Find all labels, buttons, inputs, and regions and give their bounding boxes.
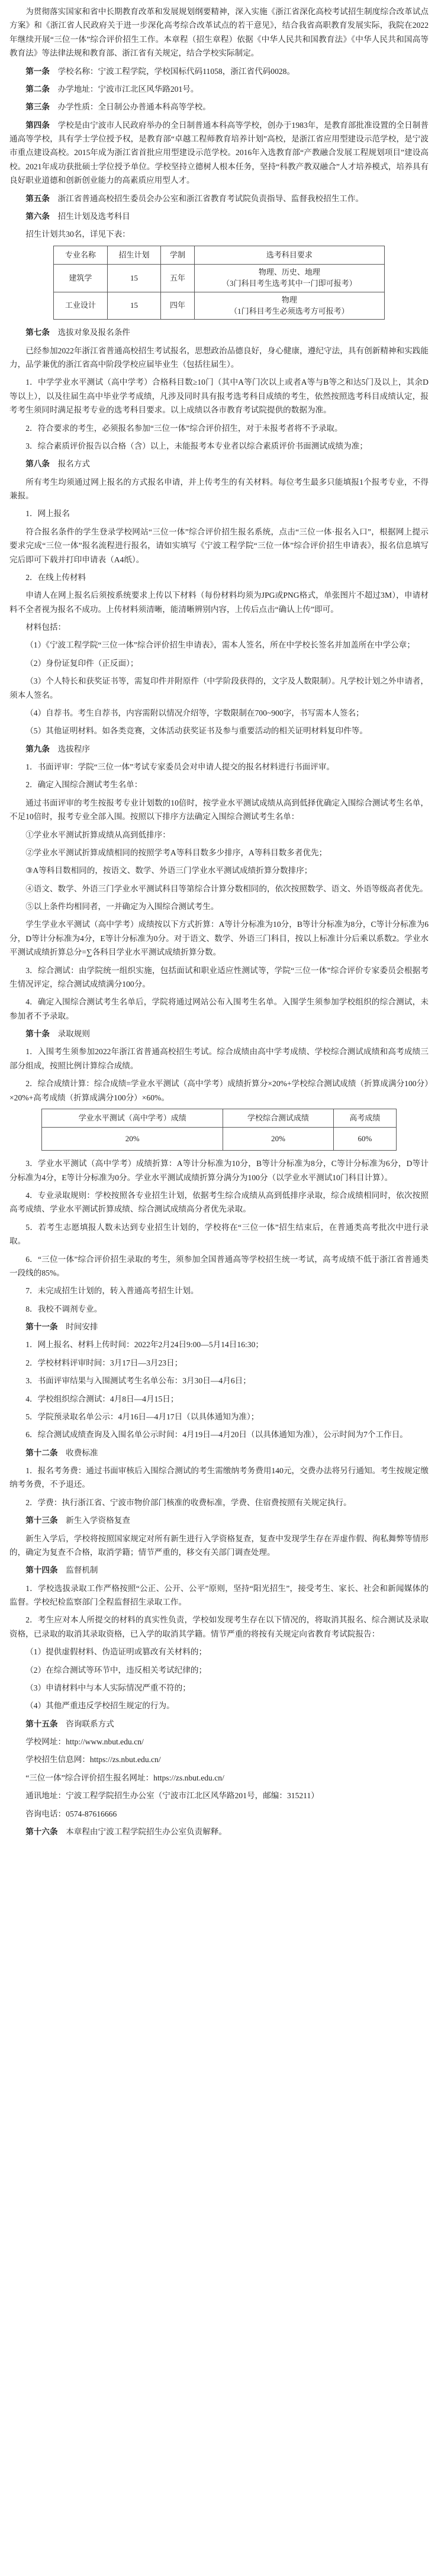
weight-cell: 60% bbox=[333, 1128, 396, 1151]
paragraph bbox=[9, 656, 429, 670]
paragraph bbox=[9, 1753, 429, 1766]
paragraph bbox=[9, 1252, 429, 1280]
paragraph bbox=[9, 588, 429, 616]
article-number: 第十三条 bbox=[25, 1516, 58, 1525]
paragraph bbox=[9, 1645, 429, 1659]
paragraph bbox=[9, 846, 429, 859]
paragraph-text: 6．“三位一体”综合评价招生录取的考生，须参加全国普通高等学校招生统一考试，高考成绩不低于浙江省普通类一段线的85%。 bbox=[9, 1254, 429, 1277]
paragraph-text: 1．报名考务费：通过书面审核后入围综合测试的考生需缴纳考务费用140元，交费办法将另行通知。考生按规定缴纳考务费，不予退还。 bbox=[9, 1466, 429, 1489]
paragraph-text: 1．网上报名 bbox=[25, 509, 70, 519]
table-row bbox=[54, 264, 385, 292]
subjects-line: 物理 bbox=[281, 295, 297, 304]
article-number: 第十条 bbox=[25, 1029, 50, 1039]
paragraph bbox=[9, 1077, 429, 1105]
paragraph bbox=[9, 964, 429, 991]
paragraph bbox=[9, 1410, 429, 1424]
article-paragraph bbox=[9, 457, 429, 471]
article-number: 第四条 bbox=[25, 120, 50, 130]
paragraph-text: 1．入围考生须参加2022年浙江省普通高校招生考试。综合成绩由高中学考成绩、学校综合测试成绩和高考成绩三部分组成，按照比例计算综合成绩。 bbox=[9, 1047, 429, 1070]
paragraph-text: 通讯地址：宁波工程学院招生办公室（宁波市江北区风华路201号，邮编：315211） bbox=[25, 1791, 319, 1801]
paragraph bbox=[9, 1496, 429, 1509]
paragraph-text: （1）《宁波工程学院“三位一体”综合评价招生申请表》，需本人签名，所在中学校长签名并加盖所在中学公章； bbox=[25, 640, 415, 650]
table-header-cell: 高考成绩 bbox=[333, 1109, 396, 1127]
paragraph bbox=[9, 828, 429, 842]
paragraph bbox=[9, 760, 429, 774]
paragraph-text: 学校是由宁波市人民政府举办的全日制普通本科高等学校，创办于1983年，是教育部批准设置的全日制普通高等学校，具有学士学位授予权，是教育部“卓越工程师教育培养计划”高校，是浙江省应用型建设示范学校，是宁波市重点建设高校。2015年成为浙江省首批应用型建设示范学校。2016年入选教育部“产教融合发展工程规划项目”建设高校。2021年成功获批硕士学位授予单位。学校坚持立德树人根本任务，坚持“科教产教双融合”人才培养模式，培养具有良好职业道德和创新创业能力的高素质应用型人才。 bbox=[9, 120, 429, 185]
article-paragraph bbox=[9, 65, 429, 78]
article-paragraph bbox=[9, 1446, 429, 1460]
paragraph bbox=[9, 706, 429, 720]
article-number: 第三条 bbox=[25, 102, 50, 112]
paragraph-text: ④语文、数学、外语三门学业水平测试科目等第综合计算分数相同的，依次按照数学、语文、外语等级高者优先。 bbox=[25, 884, 428, 893]
weights-table bbox=[41, 1109, 397, 1151]
article-paragraph bbox=[9, 1320, 429, 1334]
article-paragraph bbox=[9, 82, 429, 96]
paragraph-text: 学校名称：宁波工程学院，学校国标代码11058，浙江省代码0028。 bbox=[57, 66, 295, 76]
paragraph bbox=[9, 1735, 429, 1749]
paragraph-text: 学校网址：http://www.nbut.edu.cn/ bbox=[25, 1737, 144, 1747]
paragraph bbox=[9, 227, 429, 241]
paragraph bbox=[9, 917, 429, 959]
paragraph-text: 5．学院预录取名单公示：4月16日—4月17日（以具体通知为准）； bbox=[25, 1412, 259, 1421]
paragraph-text: 监督机制 bbox=[66, 1566, 98, 1575]
paragraph-text: 1．书面评审：学院“三位一体”考试专家委员会对申请人提交的报名材料进行书面评审。 bbox=[25, 762, 335, 772]
paragraph-text: 1．学校选拔录取工作严格按照“公正、公开、公平”原则，坚持“阳光招生”，接受考生、家长、社会和新闻媒体的监督。学校纪检监察部门全程监督招生录取工作。 bbox=[9, 1583, 429, 1607]
paragraph bbox=[9, 796, 429, 824]
paragraph-text: 通过书面评审的考生按报考专业计划数的10倍时，按学业水平测试成绩从高到低择优确定入围综合测试考生名单，不足10倍时，报考专业全部入围。按照以下排序方法确定入围综合测试考生名单： bbox=[9, 798, 429, 822]
subjects-note: （1门科目考生必须选考方可报考） bbox=[230, 306, 349, 315]
paragraph-text: 8．我校不调剂专业。 bbox=[25, 1304, 102, 1313]
paragraph bbox=[9, 620, 429, 634]
paragraph-text: 新生入学资格复查 bbox=[66, 1516, 130, 1525]
paragraph-text: 报名方式 bbox=[57, 459, 90, 469]
paragraph-text: 3．综合素质评价报告以合格（含）以上，未能报考本专业者以综合素质评价书面测试成绩为准； bbox=[25, 441, 368, 450]
paragraph-text: 2．确定入围综合测试考生名单： bbox=[25, 780, 143, 790]
article-number: 第十一条 bbox=[25, 1322, 58, 1332]
paragraph bbox=[9, 344, 429, 372]
article-number: 第十六条 bbox=[25, 1827, 58, 1836]
paragraph bbox=[9, 1663, 429, 1677]
paragraph-text: 2．符合要求的考生，必须报名参加“三位一体”综合评价招生，对于未报考者将不予录取。 bbox=[25, 423, 343, 433]
paragraph-text: 5．若考生志愿填报人数未达到专业招生计划的，学校将在“三位一体”招生结束后，在普通类高考批次中进行录取。 bbox=[9, 1222, 429, 1246]
paragraph bbox=[9, 1189, 429, 1216]
paragraph-text: “三位一体”综合评价招生报名网址：https://zs.nbut.edu.cn/ bbox=[25, 1773, 224, 1782]
paragraph bbox=[9, 882, 429, 896]
subjects-cell bbox=[194, 292, 384, 320]
paragraph-text: 办学性质：全日制公办普通本科高等学校。 bbox=[57, 102, 211, 112]
paragraph bbox=[9, 638, 429, 652]
table-row bbox=[54, 292, 385, 320]
years-cell: 五年 bbox=[161, 264, 195, 292]
paragraph bbox=[9, 1428, 429, 1441]
paragraph bbox=[9, 5, 429, 60]
paragraph bbox=[9, 1221, 429, 1248]
paragraph-text: 本章程由宁波工程学院招生办公室负责解释。 bbox=[66, 1827, 227, 1836]
article-paragraph bbox=[9, 210, 429, 223]
paragraph bbox=[9, 1613, 429, 1641]
article-number: 第九条 bbox=[25, 744, 50, 754]
article-number: 第十四条 bbox=[25, 1566, 58, 1575]
paragraph bbox=[9, 864, 429, 877]
paragraph-text: ①学业水平测试折算成绩从高到低排序： bbox=[25, 830, 170, 839]
paragraph bbox=[9, 507, 429, 520]
paragraph-text: 选拔程序 bbox=[57, 744, 90, 754]
article-number: 第二条 bbox=[25, 84, 50, 94]
table-header-cell: 选考科目要求 bbox=[194, 246, 384, 264]
paragraph-text: 4．专业录取规则：学校按照各专业招生计划，依据考生综合成绩从高到低排序录取，综合成绩相同时，依次按照高考成绩、学业水平测试折算成绩、综合测试成绩高分者优先录取。 bbox=[9, 1191, 429, 1214]
paragraph-text: （5）其他证明材料。如各类竞赛，文体活动获奖证书及参与重要活动的相关证明材料复印件等。 bbox=[25, 726, 368, 736]
paragraph-text: 2．在线上传材料 bbox=[25, 572, 86, 582]
article-number: 第十五条 bbox=[25, 1719, 58, 1728]
weight-cell: 20% bbox=[223, 1128, 333, 1151]
paragraph bbox=[9, 1338, 429, 1351]
paragraph bbox=[9, 900, 429, 913]
paragraph-text: ⑤以上条件均相同者，一并确定为入围综合测试考生。 bbox=[25, 902, 219, 912]
paragraph-text: 3．学业水平测试（高中学考）成绩折算：A等计分标准为10分，B等计分标准为8分，C等计分标准为6分，D等计分标准为4分，E等计分标准为0分。学业水平测试成绩折算分满分为100分（以学业水平测试10门科目计算）。 bbox=[9, 1159, 429, 1182]
paragraph-text: 3．书面评审结果与入围测试考生名单公布：3月30日—4月6日； bbox=[25, 1376, 251, 1386]
article-paragraph bbox=[9, 1027, 429, 1041]
paragraph-text: 办学地址：宁波市江北区风华路201号。 bbox=[57, 84, 199, 94]
paragraph-text: 7．未完成招生计划的，转入普通高考招生计划。 bbox=[25, 1286, 199, 1296]
paragraph-text: 2．考生应对本人所提交的材料的真实性负责，学校如发现考生存在以下情况的，将取消其报名、综合测试及录取资格，已录取的取消其录取资格，已入学的取消其学籍。情节严重的将按有关规定向省教育考试院报告： bbox=[9, 1615, 429, 1638]
paragraph-text: 2．学费：执行浙江省、宁波市物价部门核准的收费标准，学费、住宿费按照有关规定执行。 bbox=[25, 1498, 352, 1507]
paragraph bbox=[9, 995, 429, 1023]
paragraph bbox=[9, 1699, 429, 1712]
paragraph-text: 4．确定入围综合测试考生名单后，学院将通过网站公布入围考生名单。入围学生须参加学校组织的综合测试，未参加者不予录取。 bbox=[9, 997, 429, 1020]
paragraph-text: ③A等科目数相同的，按语文、数学、外语三门学业水平测试成绩折算分数排序； bbox=[25, 866, 313, 875]
paragraph bbox=[9, 778, 429, 791]
paragraph-text: 为贯彻落实国家和省中长期教育改革和发展规划纲要精神，深入实施《浙江省深化高校考试招生制度综合改革试点方案》和《浙江省人民政府关于进一步深化高考综合改革试点的若干意见》，结合我省高职教育发展实际，我院在2022年继续开展“三位一体”综合评价招生工作。本章程（招生章程）依据《中华人民共和国教育法》《中华人民共和国高等教育法》等法律法规和教育部、浙江省有关规定，结合学校实际制定。 bbox=[9, 7, 429, 58]
plan-cell: 15 bbox=[107, 264, 161, 292]
paragraph bbox=[9, 1284, 429, 1297]
paragraph bbox=[9, 1532, 429, 1560]
paragraph-text: 咨询联系方式 bbox=[66, 1719, 114, 1728]
plan-cell: 15 bbox=[107, 292, 161, 320]
paragraph-text: 已经参加2022年浙江省普通高校招生考试报名，思想政治品德良好，身心健康，遵纪守法，具有创新精神和实践能力，品学兼优的浙江省高中阶段学校应届毕业生（包括往届生）。 bbox=[9, 346, 429, 369]
paragraph bbox=[9, 724, 429, 738]
paragraph-text: 招生计划共30名，详见下表： bbox=[25, 230, 130, 239]
article-paragraph bbox=[9, 192, 429, 205]
article-number: 第七条 bbox=[25, 328, 50, 337]
paragraph-text: 收费标准 bbox=[66, 1448, 98, 1457]
paragraph-text: 学生学业水平测试（高中学考）成绩按以下方式折算：A等计分标准为10分，B等计分标准为8分，C等计分标准为6分，D等计分标准为4分，E等计分标准为0分。对于语文、数学、外语三门科目，按以上标准计分后乘以系数2。学业水平测试成绩折算总分=∑各科目学业水平测试成绩折算分数。 bbox=[9, 920, 429, 957]
article-paragraph bbox=[9, 1825, 429, 1838]
paragraph-text: 所有考生均须通过网上报名的方式报名申请，并上传考生的有关材料。每位考生最多只能填报1个报考专业，不得兼报。 bbox=[9, 477, 429, 501]
paragraph-text: 时间安排 bbox=[66, 1322, 98, 1332]
paragraph-text: 4．学校组织综合测试：4月8日—4月15日； bbox=[25, 1394, 179, 1403]
subjects-note: （3门科目考生选考其中一门即可报考） bbox=[222, 278, 357, 288]
years-cell: 四年 bbox=[161, 292, 195, 320]
paragraph-text: 浙江省普通高校招生委员会办公室和浙江省教育考试院负责指导、监督我校招生工作。 bbox=[57, 194, 364, 203]
paragraph-text: 1．中学学业水平测试（高中学考）合格科目数≥10门（其中A等门次以上或者A等与B等之和达5门及以上，其余D等以上），以及往届生高中毕业学考成绩，凡涉及同时具有报考选考科目成绩的考生，依然按照选考科目成绩认定，报考考生须同时满足报考专业的选考科目要求。以上成绩以各市教育考试院提供的数据为准。 bbox=[9, 378, 429, 415]
paragraph-text: 符合报名条件的学生登录学校网站“三位一体”综合评价招生报名系统，点击“三位一体·报名入口”，根据网上提示要求完成“三位一体”报名流程进行报名，请如实填写《宁波工程学院“三位一体”综合评价招生申请表》，报名信息填写完后即可下载并打印申请表（A4纸）。 bbox=[9, 527, 429, 564]
paragraph-text: 6．综合测试成绩查询及入围名单公示时间：4月19日—4月20日（以具体通知为准），公示时间为7个工作日。 bbox=[25, 1430, 408, 1440]
article-number: 第六条 bbox=[25, 211, 50, 221]
table-header-cell: 学业水平测试（高中学考）成绩 bbox=[42, 1109, 223, 1127]
paragraph-text: （2）身份证复印件（正反面）； bbox=[25, 658, 139, 668]
table-header-cell: 专业名称 bbox=[54, 246, 108, 264]
table-header-cell: 招生计划 bbox=[107, 246, 161, 264]
paragraph-text: （4）自荐书。考生自荐书，内容需附以情况介绍等，字数限制在700~900字，书写需本人签名； bbox=[25, 708, 364, 717]
paragraph-text: ②学业水平测试折算成绩相同的按照学考A等科目数多少排序，A等科目数多者优先； bbox=[25, 848, 327, 857]
paragraph bbox=[9, 1157, 429, 1184]
article-paragraph bbox=[9, 1514, 429, 1527]
paragraph bbox=[9, 1045, 429, 1073]
paragraph bbox=[9, 1789, 429, 1802]
paragraph bbox=[9, 1374, 429, 1387]
weight-cell: 20% bbox=[42, 1128, 223, 1151]
table-header-row bbox=[54, 246, 385, 264]
paragraph bbox=[9, 1582, 429, 1609]
paragraph bbox=[9, 571, 429, 584]
article-paragraph bbox=[9, 742, 429, 756]
paragraph-text: 1．网上报名、材料上传时间：2022年2月24日9:00—5月14日16:30； bbox=[25, 1340, 263, 1350]
paragraph-text: 材料包括： bbox=[25, 623, 66, 632]
table-header-cell: 学校综合测试成绩 bbox=[223, 1109, 333, 1127]
article-number: 第一条 bbox=[25, 66, 50, 76]
table-header-row bbox=[42, 1109, 397, 1127]
article-number: 第十二条 bbox=[25, 1448, 58, 1457]
paragraph bbox=[9, 1681, 429, 1695]
paragraph bbox=[9, 1464, 429, 1492]
paragraph-text: 申请人在网上报名后须按系统要求上传以下材料（每份材料均须为JPG或PNG格式，单张图片不超过3M），申请材料不全者视为报名不成功。上传材料须清晰，能清晰辨别内容，上传后点击“确认上传”即可。 bbox=[9, 591, 429, 614]
article-number: 第八条 bbox=[25, 459, 50, 469]
article-paragraph bbox=[9, 1563, 429, 1577]
paragraph-text: 咨询电话：0574-87616666 bbox=[25, 1809, 117, 1818]
paragraph bbox=[9, 1356, 429, 1370]
paragraph-text: （2）在综合测试等环节中，违反相关考试纪律的； bbox=[25, 1665, 207, 1675]
paragraph bbox=[9, 439, 429, 453]
paragraph bbox=[9, 421, 429, 435]
paragraph-text: 2．学校材料评审时间：3月17日—3月23日； bbox=[25, 1358, 183, 1367]
paragraph bbox=[9, 674, 429, 702]
paragraph-text: 3．综合测试：由学院统一组织实施，包括面试和职业适应性测试等，学院“三位一体”综合评价专家委员会根据考生情况评定，综合测试成绩满分100分。 bbox=[9, 965, 429, 988]
paragraph bbox=[9, 375, 429, 417]
paragraph-text: （3）个人特长和获奖证书等，需复印件并附原件（中学阶段获得的，文字及人数限制）。凡学校计划之外申请者，须本人签名。 bbox=[9, 677, 429, 700]
paragraph bbox=[9, 525, 429, 566]
major-name-cell: 工业设计 bbox=[54, 292, 108, 320]
subjects-line: 物理、历史、地理 bbox=[258, 267, 320, 276]
table-row bbox=[42, 1128, 397, 1151]
paragraph bbox=[9, 1807, 429, 1821]
paragraph bbox=[9, 1302, 429, 1316]
paragraph bbox=[9, 1392, 429, 1406]
article-paragraph bbox=[9, 118, 429, 188]
paragraph bbox=[9, 1771, 429, 1785]
paragraph-text: （1）提供虚假材料、伪造证明或篡改有关材料的； bbox=[25, 1647, 207, 1657]
paragraph-text: 选拔对象及报名条件 bbox=[57, 328, 130, 337]
paragraph-text: 2．综合成绩计算：综合成绩=学业水平测试（高中学考）成绩折算分×20%+学校综合测试成绩（折算成满分100分）×20%+高考成绩（折算成满分100分）×60%。 bbox=[9, 1079, 429, 1102]
paragraph bbox=[9, 475, 429, 503]
article-paragraph bbox=[9, 326, 429, 339]
article-number: 第五条 bbox=[25, 194, 50, 203]
paragraph-text: 新生入学后，学校将按照国家规定对所有新生进行入学资格复查，复查中发现学生存在弄虚作假、徇私舞弊等情形的，确定为复查不合格，取消学籍；情节严重的，移交有关部门调查处理。 bbox=[9, 1534, 429, 1557]
paragraph-text: 招生计划及选考科目 bbox=[57, 211, 130, 221]
paragraph-text: 录取规则 bbox=[57, 1029, 90, 1039]
subjects-cell bbox=[194, 264, 384, 292]
table-header-cell: 学制 bbox=[161, 246, 195, 264]
paragraph-text: （4）其他严重违反学校招生规定的行为。 bbox=[25, 1701, 175, 1711]
article-paragraph bbox=[9, 100, 429, 114]
major-name-cell: 建筑学 bbox=[54, 264, 108, 292]
majors-table bbox=[53, 246, 385, 320]
article-paragraph bbox=[9, 1717, 429, 1731]
paragraph-text: （3）申请材料中与本人实际情况严重不符的； bbox=[25, 1683, 191, 1692]
paragraph-text: 学校招生信息网：https://zs.nbut.edu.cn/ bbox=[25, 1755, 161, 1764]
